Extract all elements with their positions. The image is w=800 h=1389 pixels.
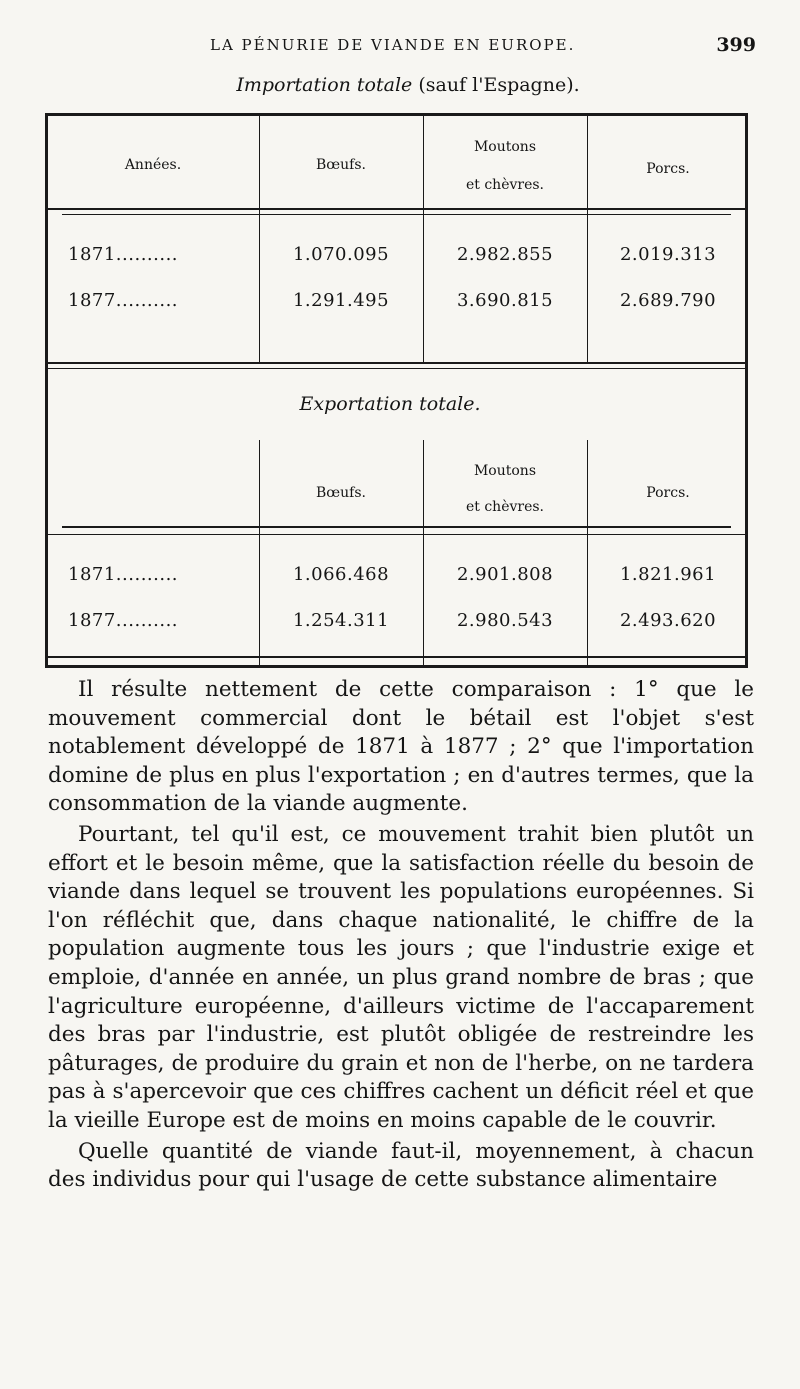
page-number: 399 bbox=[716, 34, 756, 56]
running-head bbox=[0, 32, 800, 58]
column-divider bbox=[587, 440, 588, 668]
col-head-annees: Années. bbox=[124, 157, 182, 173]
column-divider bbox=[259, 116, 260, 362]
rule bbox=[48, 534, 745, 535]
rule bbox=[48, 208, 745, 210]
export-year-1871: 1871.......... bbox=[68, 564, 179, 585]
column-divider bbox=[587, 116, 588, 362]
column-divider bbox=[259, 440, 260, 668]
column-divider bbox=[423, 116, 424, 362]
running-title: LA PÉNURIE DE VIANDE EN EUROPE. bbox=[210, 36, 576, 54]
import-boeufs-1871: 1.070.095 bbox=[292, 244, 390, 265]
rule bbox=[62, 214, 731, 215]
livestock-trade-table bbox=[45, 113, 748, 668]
import-moutons-1871: 2.982.855 bbox=[456, 244, 554, 265]
import-caption-rest: (sauf l'Espagne). bbox=[418, 74, 580, 96]
col-head-moutons: Moutons bbox=[473, 139, 537, 155]
paragraph: Pourtant, tel qu'il est, ce mouvement trahit bien plutôt un effort et le besoin même, que la satisfaction réelle du besoin de viande dans lequel se trouvent les populations européennes. Si l'on réfléchit que, dans chaque nationalité, le chiffre de la population augmente tous les jours ; que l'industrie exige et emploie, d'année en année, un plus grand nombre de bras ; que l'agriculture européenne, d'ailleurs victime de l'accaparement des bras par l'industrie, est plutôt obligée de restreindre les pâturages, de produire du grain et non de l'herbe, on ne tardera pas à s'apercevoir que ces chiffres cachent un déficit réel et que la vieille Europe est de moins en moins capable de le couvrir. bbox=[48, 821, 754, 1133]
col-head-boeufs: Bœufs. bbox=[316, 157, 366, 173]
body-text bbox=[48, 676, 754, 1195]
export-col-head-porcs: Porcs. bbox=[646, 485, 690, 501]
import-porcs-1877: 2.689.790 bbox=[619, 290, 717, 311]
export-col-head-boeufs: Bœufs. bbox=[316, 485, 366, 501]
paragraph: Quelle quantité de viande faut-il, moyennement, à chacun des individus pour qui l'usage de cette substance alimentaire bbox=[48, 1138, 754, 1193]
export-moutons-1871: 2.901.808 bbox=[456, 564, 554, 585]
export-boeufs-1871: 1.066.468 bbox=[292, 564, 390, 585]
column-divider bbox=[423, 440, 424, 668]
export-porcs-1871: 1.821.961 bbox=[619, 564, 717, 585]
paragraph: Il résulte nettement de cette comparaison : 1° que le mouvement commercial dont le bétail est l'objet s'est notablement développé de 1871 à 1877 ; 2° que l'importation domine de plus en plus l'exportation ; en d'autres termes, que la consommation de la viande augmente. bbox=[48, 677, 754, 817]
export-caption-text: Exportation totale. bbox=[299, 393, 481, 415]
import-caption-italic: Importation totale bbox=[236, 74, 413, 96]
import-table-caption bbox=[8, 74, 800, 96]
export-table-caption bbox=[0, 393, 790, 415]
import-moutons-1877: 3.690.815 bbox=[456, 290, 554, 311]
export-year-1877: 1877.......... bbox=[68, 610, 179, 631]
export-col-head-moutons: Moutons bbox=[473, 463, 537, 479]
export-moutons-1877: 2.980.543 bbox=[456, 610, 554, 631]
rule bbox=[48, 656, 745, 658]
export-col-head-chevres: et chèvres. bbox=[465, 499, 545, 515]
rule bbox=[62, 526, 731, 528]
export-boeufs-1877: 1.254.311 bbox=[292, 610, 390, 631]
col-head-chevres: et chèvres. bbox=[465, 177, 545, 193]
import-year-1871: 1871.......... bbox=[68, 244, 179, 265]
rule bbox=[48, 362, 745, 364]
import-year-1877: 1877.......... bbox=[68, 290, 179, 311]
rule bbox=[48, 368, 745, 369]
import-boeufs-1877: 1.291.495 bbox=[292, 290, 390, 311]
export-porcs-1877: 2.493.620 bbox=[619, 610, 717, 631]
col-head-porcs: Porcs. bbox=[646, 161, 690, 177]
import-porcs-1871: 2.019.313 bbox=[619, 244, 717, 265]
